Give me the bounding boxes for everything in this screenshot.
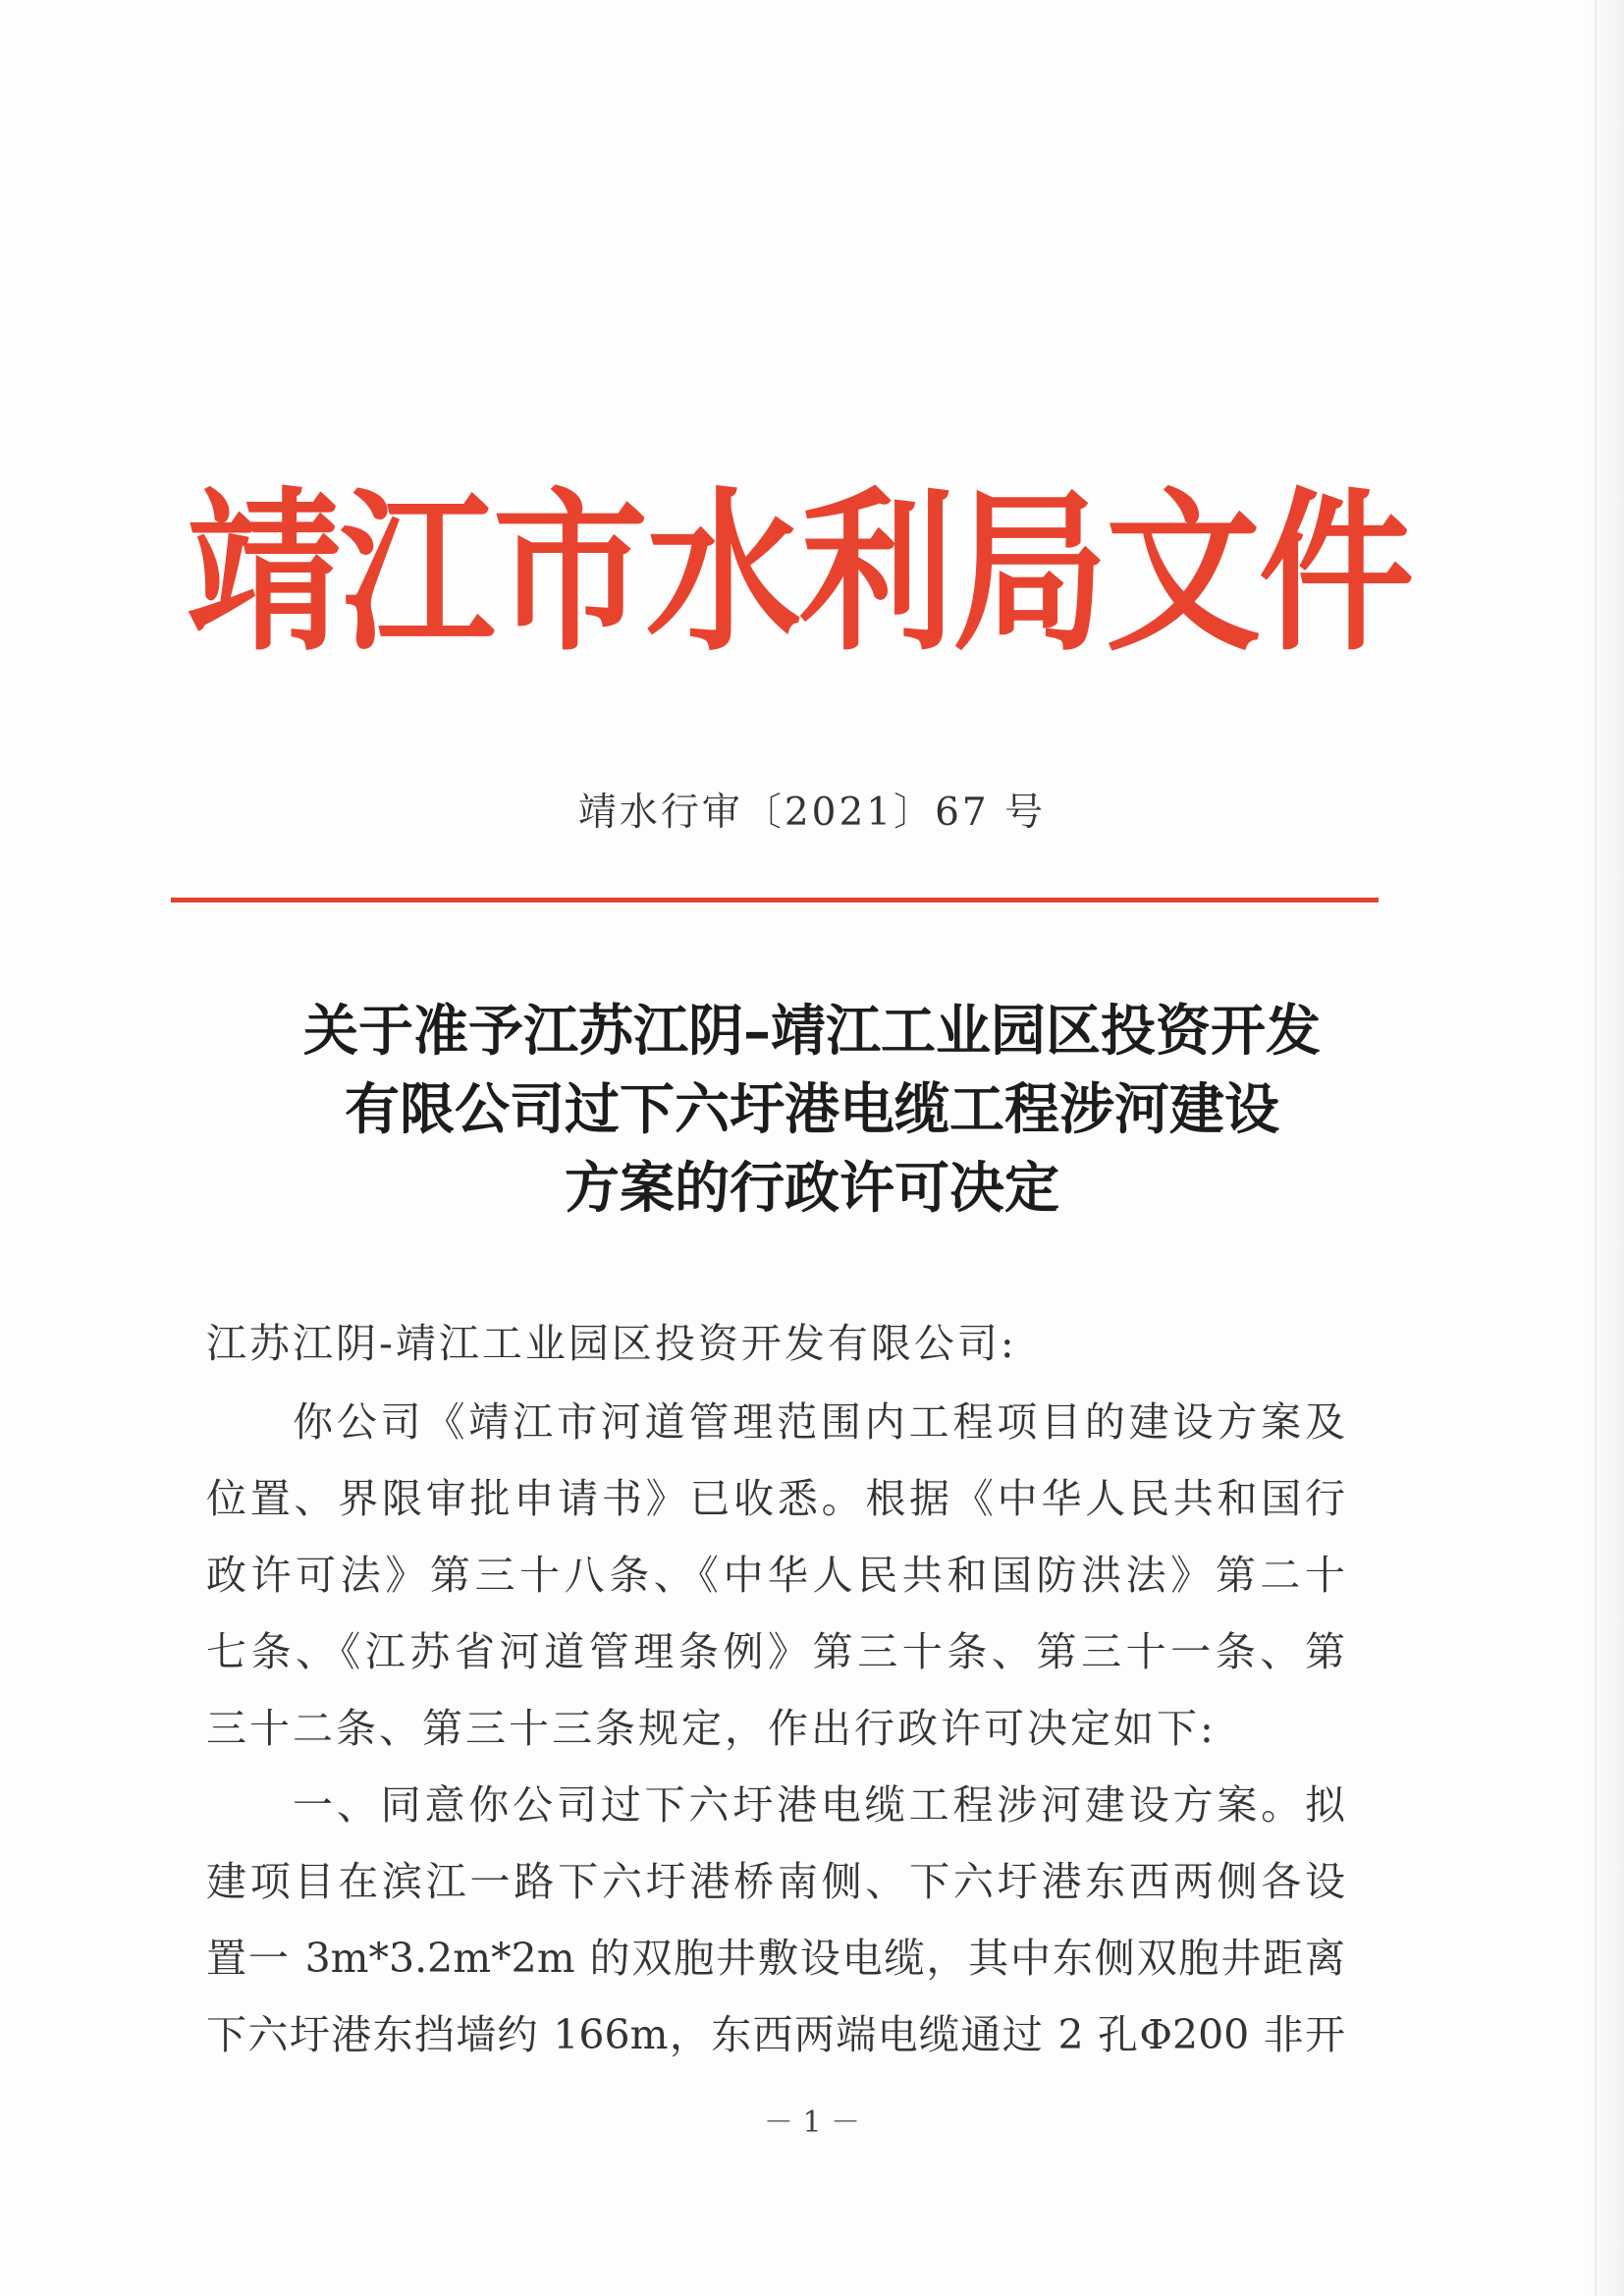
- document-number: 靖水行审〔2021〕67 号: [577, 791, 1047, 835]
- paragraph-1-line: 七条、《江苏省河道管理条例》第三十条、第三十一条、第: [206, 1628, 1345, 1675]
- paragraph-1-line: 你公司《靖江市河道管理范围内工程项目的建设方案及: [293, 1398, 1345, 1446]
- paragraph-2-line: 下六圩港东挡墙约 166m，东西两端电缆通过 2 孔Φ200 非开: [206, 2011, 1345, 2058]
- paragraph-1-line: 位置、界限审批申请书》已收悉。根据《中华人民共和国行: [206, 1475, 1345, 1522]
- document-title: [0, 992, 1624, 1228]
- document-body: [206, 1394, 1345, 2084]
- paragraph-1-line: 三十二条、第三十三条规定，作出行政许可决定如下:: [206, 1705, 1217, 1752]
- page-number: － 1 －: [763, 2105, 861, 2140]
- paragraph-1-line: 政许可法》第三十八条、《中华人民共和国防洪法》第二十: [206, 1552, 1345, 1599]
- title-line-2: 有限公司过下六圩港电缆工程涉河建设: [345, 1077, 1279, 1142]
- paragraph-2-line: 一、同意你公司过下六圩港电缆工程涉河建设方案。拟: [293, 1781, 1345, 1829]
- paragraph-2-line: 置一 3m*3.2m*2m 的双胞井敷设电缆，其中东侧双胞井距离: [206, 1935, 1345, 1982]
- addressee: 江苏江阴-靖江工业园区投资开发有限公司:: [206, 1320, 1017, 1367]
- title-line-1: 关于准予江苏江阴–靖江工业园区投资开发: [303, 999, 1321, 1064]
- red-divider-line: [171, 898, 1379, 902]
- paragraph-2-line: 建项目在滨江一路下六圩港桥南侧、下六圩港东西两侧各设: [206, 1858, 1345, 1905]
- masthead-title: 靖江市水利局文件: [187, 471, 1412, 676]
- title-line-3: 方案的行政许可决定: [565, 1156, 1059, 1221]
